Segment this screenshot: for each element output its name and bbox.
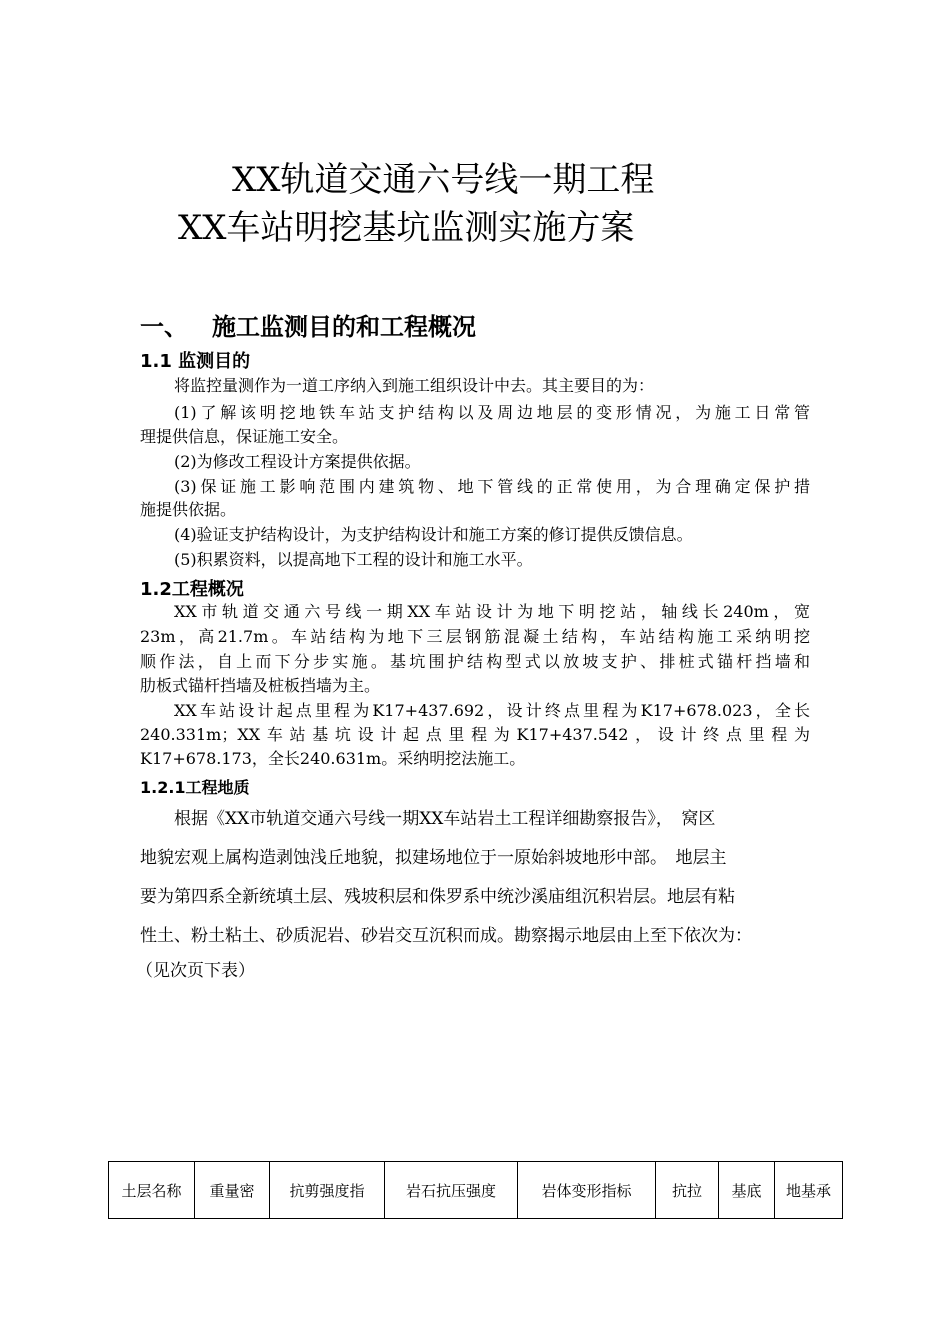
paragraph-mileage-line3: K17+678.173，全长240.631m。采纳明挖法施工。 [140,749,526,768]
table-header-cell: 重量密 [195,1162,270,1219]
list-item-4: (4)验证支护结构设计，为支护结构设计和施工方案的修订提供反馈信息。 [174,525,693,544]
soil-layer-table [108,1161,843,1219]
paragraph-geology-line5: （见次页下表） [136,961,255,981]
table-header-cell: 地基承 [775,1162,843,1219]
subsection-heading-1-1: 1.1 监测目的 [140,351,251,372]
subsection-heading-1-2: 1.2工程概况 [140,579,244,600]
list-item-1-line1: (1)了解该明挖地铁车站支护结构以及周边地层的变形情况，为施工日常管 [174,403,810,422]
paragraph-overview-line2: 23m，高21.7m。车站结构为地下三层钢筋混凝土结构，车站结构施工采纳明挖 [140,627,810,646]
list-item-3-line2: 施提供依据。 [140,500,237,519]
document-title-line2: XX车站明挖基坑监测实施方案 [178,208,635,248]
table-header-row [109,1162,843,1219]
section-heading-1 [140,307,476,342]
list-item-2: (2)为修改工程设计方案提供依据。 [174,452,421,471]
paragraph-geology-line4: 性土、粉土粘土、砂质泥岩、砂岩交互沉积而成。勘察揭示地层由上至下依次为： [140,926,752,946]
section-number: 一、 [140,313,188,341]
paragraph-mileage-line1: XX车站设计起点里程为K17+437.692，设计终点里程为K17+678.023，全长 [174,701,810,720]
paragraph-geology-line2: 地貌宏观上属构造剥蚀浅丘地貌，拟建场地位于一原始斜坡地形中部。 地层主 [140,848,727,868]
table-header-cell: 岩体变形指标 [518,1162,656,1219]
paragraph-geology-line1: 根据《XX市轨道交通六号线一期XX车站岩土工程详细勘察报告》， 窝区 [174,809,716,829]
table-header-cell: 基底 [719,1162,775,1219]
paragraph-overview-line3: 顺作法，自上而下分步实施。基坑围护结构型式以放坡支护、排桩式锚杆挡墙和 [140,652,810,671]
section-title: 施工监测目的和工程概况 [212,313,476,341]
subsection-heading-1-2-1: 1.2.1工程地质 [140,778,250,797]
document-title-line1: XX轨道交通六号线一期工程 [232,160,655,200]
paragraph-overview-line4: 肋板式锚杆挡墙及桩板挡墙为主。 [140,676,381,695]
paragraph-intro: 将监控量测作为一道工序纳入到施工组织设计中去。其主要目的为： [174,376,655,395]
table-header-cell: 岩石抗压强度 [385,1162,518,1219]
list-item-5: (5)积累资料，以提高地下工程的设计和施工水平。 [174,550,533,569]
paragraph-mileage-line2: 240.331m；XX车站基坑设计起点里程为K17+437.542，设计终点里程为 [140,725,810,744]
table-header-cell: 抗拉 [656,1162,719,1219]
table-header-cell: 抗剪强度指 [270,1162,385,1219]
paragraph-overview-line1: XX市轨道交通六号线一期XX车站设计为地下明挖站，轴线长240m，宽 [174,602,810,621]
list-item-1-line2: 理提供信息，保证施工安全。 [140,427,349,446]
table-header-cell: 土层名称 [109,1162,195,1219]
list-item-3-line1: (3)保证施工影响范围内建筑物、地下管线的正常使用，为合理确定保护措 [174,477,810,496]
paragraph-geology-line3: 要为第四系全新统填土层、残坡积层和侏罗系中统沙溪庙组沉积岩层。地层有粘 [140,887,735,907]
